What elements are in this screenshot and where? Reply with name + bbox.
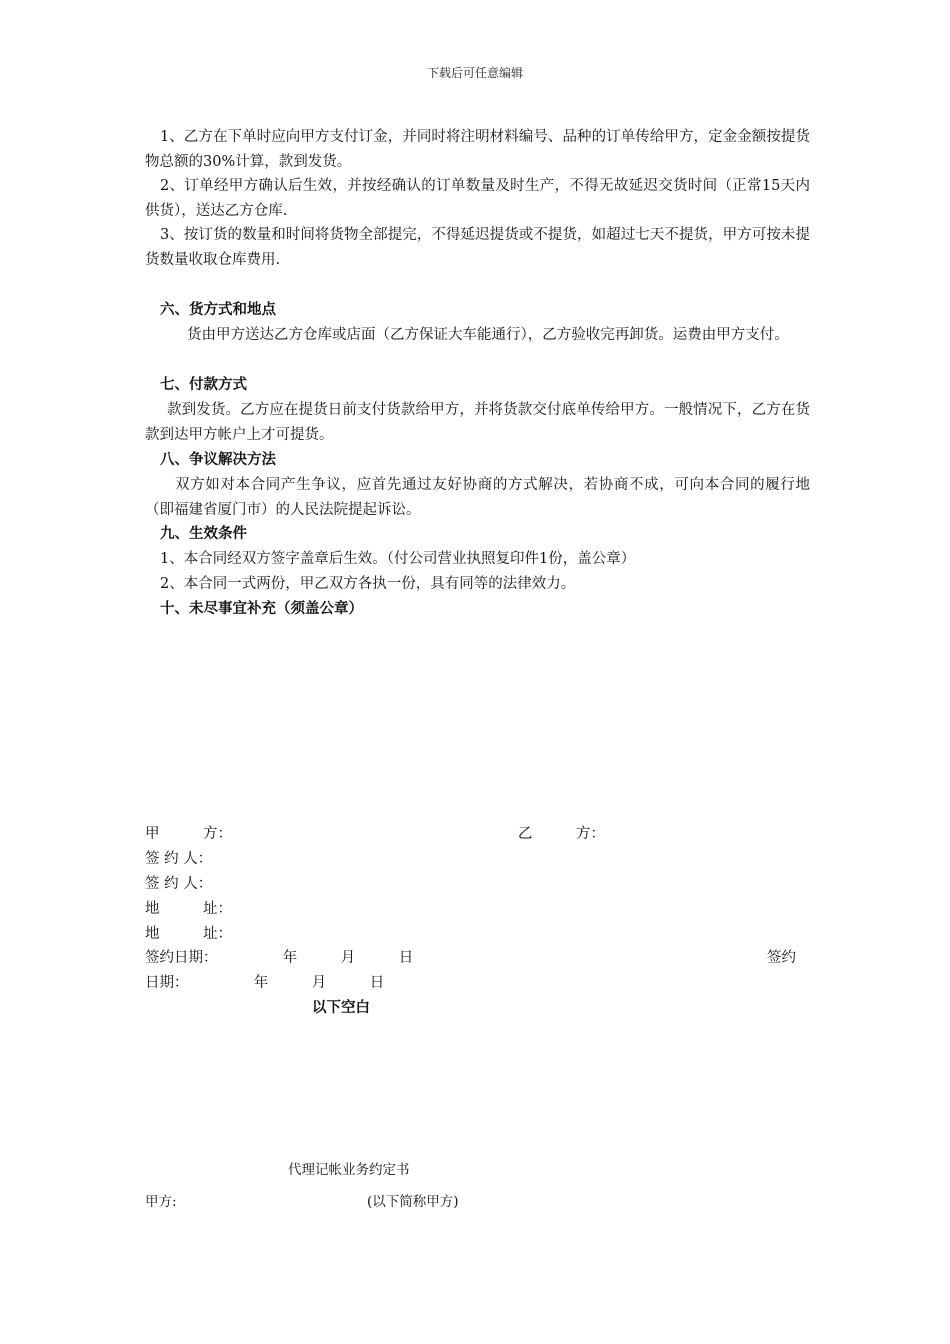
page-header: 下载后可任意编辑 xyxy=(426,66,523,80)
next-doc-party-a-note: (以下简称甲方) xyxy=(367,1194,459,1210)
section-9-title: 九、生效条件 xyxy=(160,526,247,542)
blank-below-note: 以下空白 xyxy=(312,1000,370,1016)
signer-label-2: 签 约 人： xyxy=(145,876,213,892)
clause-2: 2、订单经甲方确认后生效，并按经确认的订单数量及时生产，不得无故延迟交货时间（正常15天内供货），送达乙方仓库. xyxy=(145,178,810,219)
clause-3: 3、按订货的数量和时间将货物全部提完，不得延迟提货或不提货，如超过七天不提货，甲方可按未提货数量收取仓库费用. xyxy=(145,227,810,268)
clause-1: 1、乙方在下单时应向甲方支付订金，并同时将注明材料编号、品种的订单传给甲方，定金金额按提货物总额的30%计算，款到发货。 xyxy=(145,129,810,170)
section-10-title: 十、未尽事宜补充（须盖公章） xyxy=(160,601,363,617)
section-6-body: 货由甲方送达乙方仓库或店面（乙方保证大车能通行），乙方验收完再卸货。运费由甲方支付。 xyxy=(187,327,789,343)
sign-date-2: 日期： 年 月 日 xyxy=(145,975,385,991)
section-7-title: 七、付款方式 xyxy=(160,377,247,393)
next-doc-title: 代理记帐业务约定书 xyxy=(288,1162,410,1178)
section-8-body: 双方如对本合同产生争议，应首先通过友好协商的方式解决，若协商不成，可向本合同的履行地（即福建省厦门市）的人民法院提起诉讼。 xyxy=(145,477,810,518)
sign-date-1: 签约日期： 年 月 日 xyxy=(145,950,414,966)
address-label-1: 地 址： xyxy=(145,901,232,917)
section-7-body: 款到发货。乙方应在提货日前支付货款给甲方，并将货款交付底单传给甲方。一般情况下，乙方在货款到达甲方帐户上才可提货。 xyxy=(145,402,810,443)
next-doc-party-a: 甲方: xyxy=(145,1194,177,1210)
sign-date-2-prefix: 签约 xyxy=(767,950,796,966)
signer-label-1: 签 约 人： xyxy=(145,851,213,867)
section-9-item-2: 2、本合同一式两份，甲乙双方各执一份，具有同等的法律效力。 xyxy=(160,576,576,592)
section-6-title: 六、货方式和地点 xyxy=(160,302,276,318)
party-a-label: 甲 方： xyxy=(145,826,232,842)
section-9-item-1: 1、本合同经双方签字盖章后生效。（付公司营业执照复印件1份，盖公章） xyxy=(160,551,636,567)
section-8-title: 八、争议解决方法 xyxy=(160,452,276,468)
address-label-2: 地 址： xyxy=(145,926,232,942)
party-b-label: 乙 方： xyxy=(518,826,605,842)
